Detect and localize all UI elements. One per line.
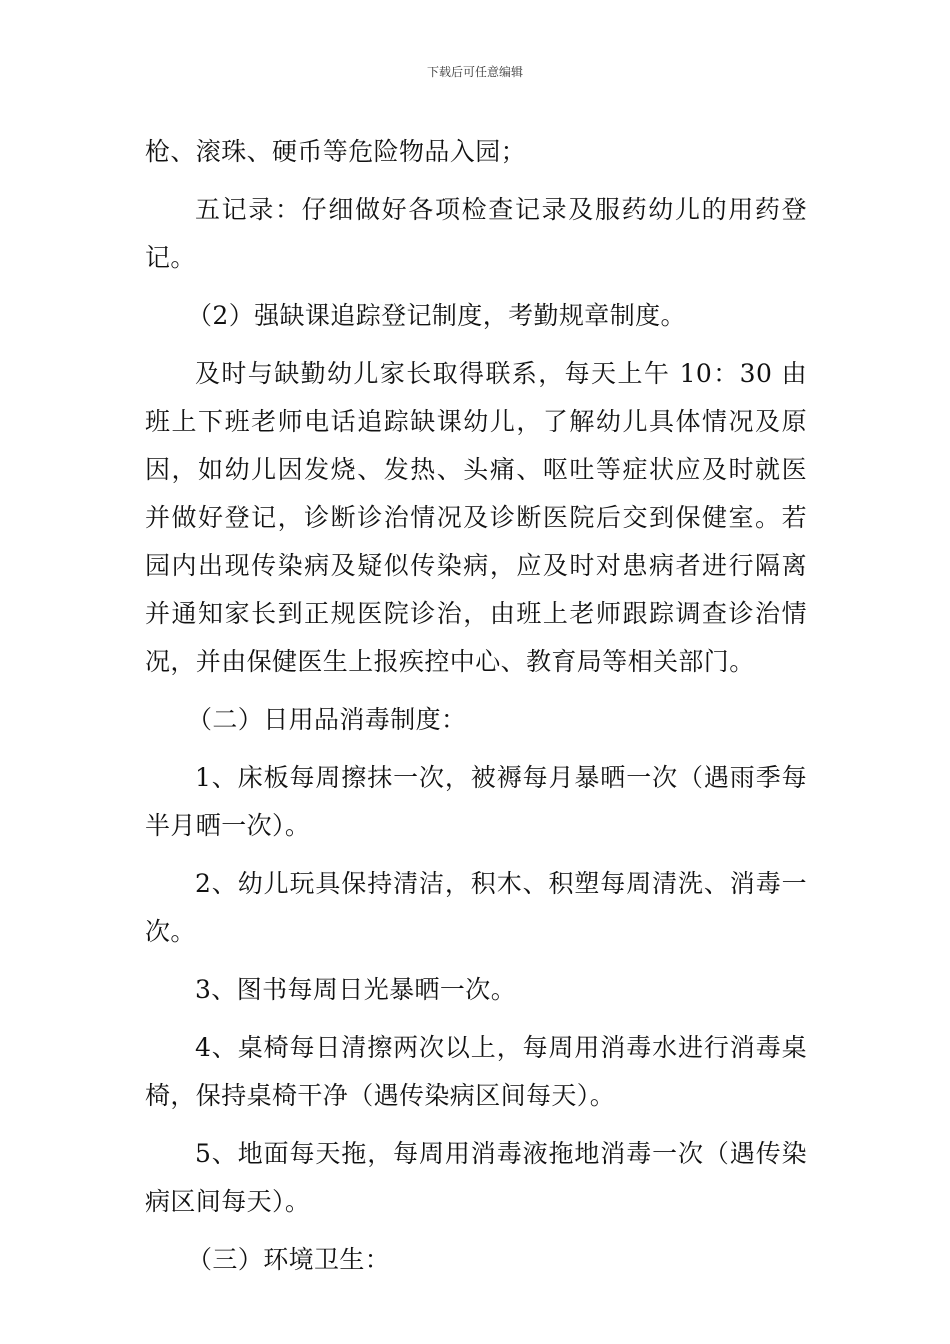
text-line: 五记录：仔细做好各项检查记录及服药幼儿的用药登 [195,195,807,224]
text-line: 及时与缺勤幼儿家长取得联系，每天上午 10：30 由 [195,359,807,388]
text-line: （2）强缺课追踪登记制度，考勤规章制度。 [187,301,686,330]
text-line: 枪、滚珠、硬币等危险物品入园； [145,137,527,166]
text-line: 1、床板每周擦抹一次，被褥每月暴晒一次（遇雨季每 [195,763,807,792]
text-line: 5、地面每天拖，每周用消毒液拖地消毒一次（遇传染 [195,1139,807,1168]
text-line: 3、图书每周日光暴晒一次。 [195,975,517,1004]
text-line: 次。 [145,917,196,946]
text-line: 椅，保持桌椅干净（遇传染病区间每天）。 [145,1081,616,1110]
section-heading: （二）日用品消毒制度： [187,705,467,734]
document-body [145,128,807,1284]
text-line: 园内出现传染病及疑似传染病，应及时对患病者进行隔离 [145,551,807,580]
text-line: 班上下班老师电话追踪缺课幼儿，了解幼儿具体情况及原 [145,407,807,436]
text-line: 并做好登记，诊断诊治情况及诊断医院后交到保健室。若 [145,503,807,532]
section-heading: （三）环境卫生： [187,1245,391,1274]
text-line: 半月晒一次）。 [145,811,311,840]
text-line: 因，如幼儿因发烧、发热、头痛、呕吐等症状应及时就医 [145,455,807,484]
text-line: 病区间每天）。 [145,1187,311,1216]
text-line: 并通知家长到正规医院诊治，由班上老师跟踪调查诊治情 [145,599,807,628]
text-line: 况，并由保健医生上报疾控中心、教育局等相关部门。 [145,647,755,676]
text-line: 2、幼儿玩具保持清洁，积木、积塑每周清洗、消毒一 [195,869,807,898]
page-header: 下载后可任意编辑 [426,65,523,79]
text-line: 记。 [145,243,196,272]
text-line: 4、桌椅每日清擦两次以上，每周用消毒水进行消毒桌 [195,1033,807,1062]
